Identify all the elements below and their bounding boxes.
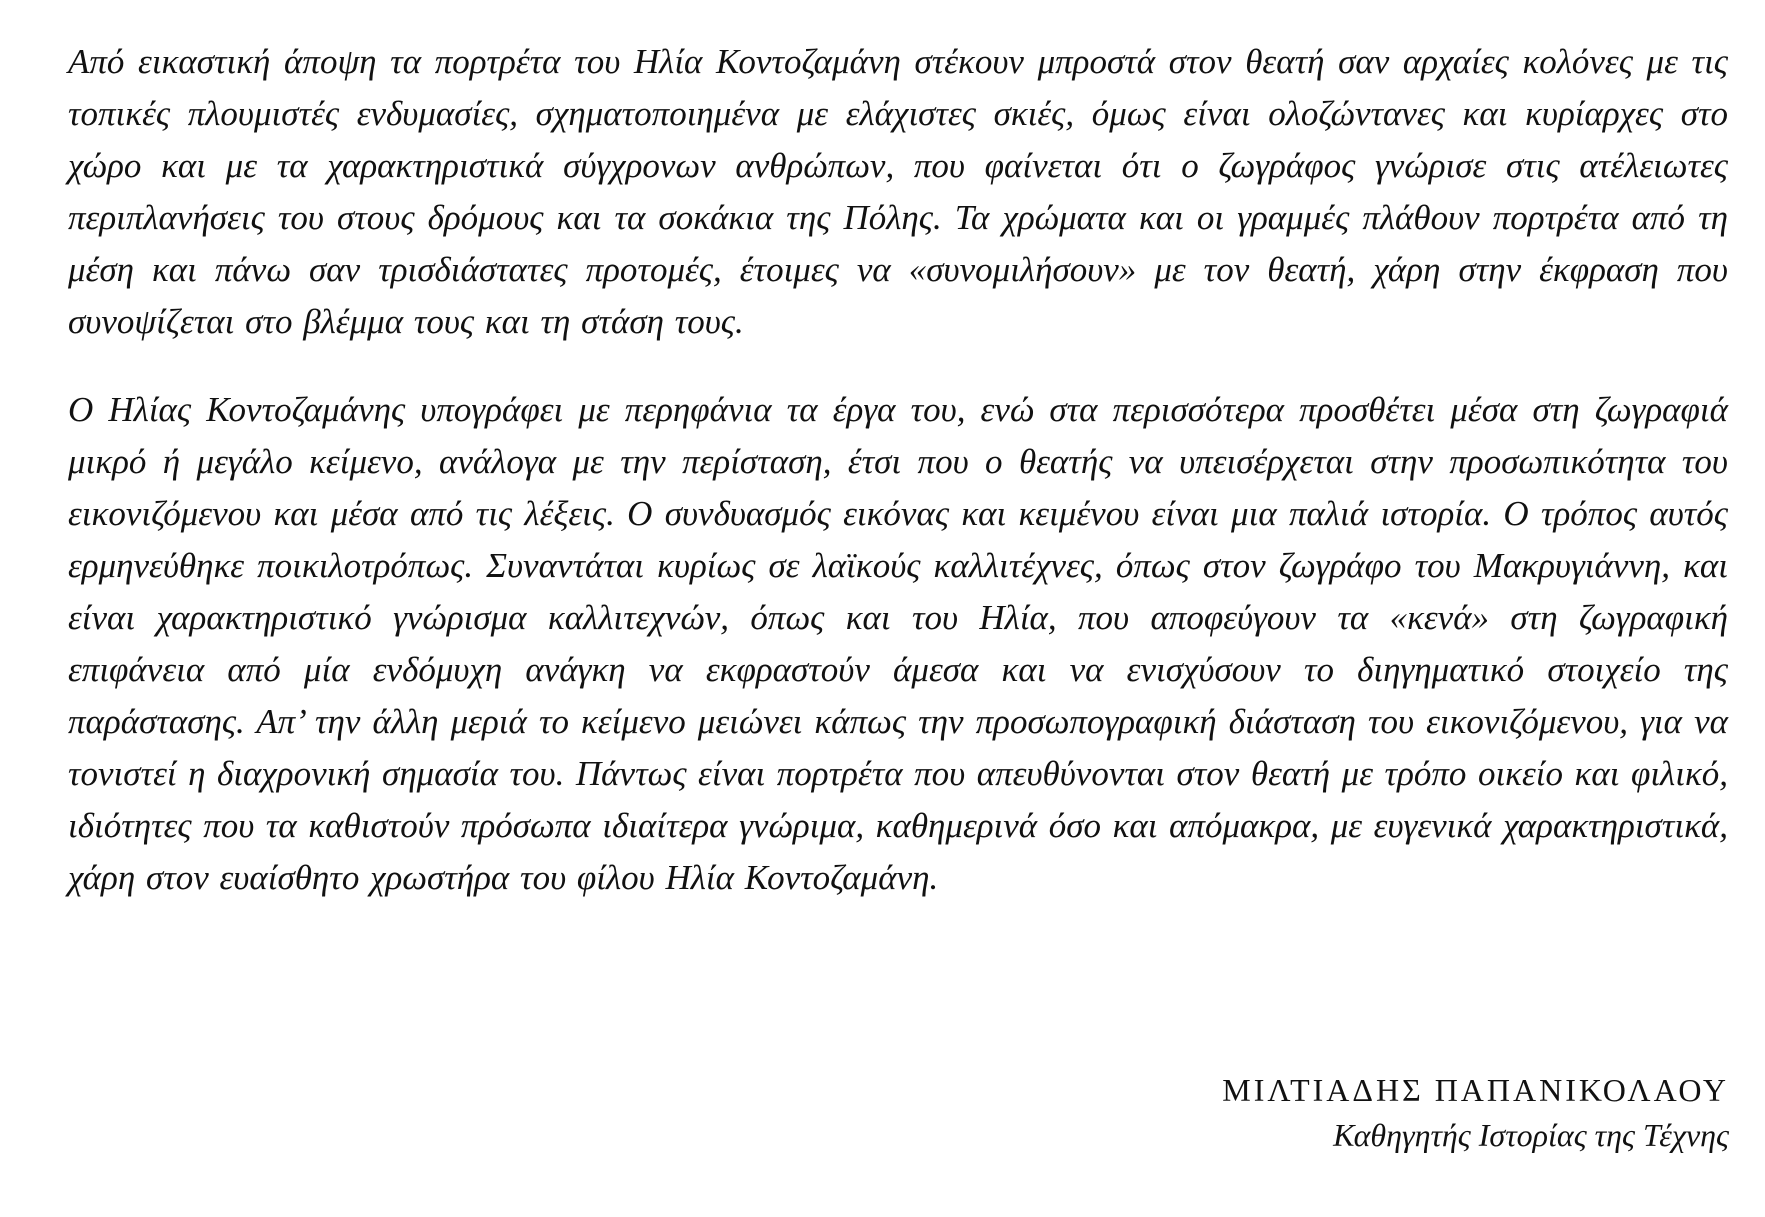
paragraph-portraits-description: Από εικαστική άποψη τα πορτρέτα του Ηλία Κοντοζαμάνη στέκουν μπροστά στον θεατή σαν αρχαίες κολόνες με τις τοπικές πλουμιστές ενδυμασίες, σχηματοποιημένα με ελάχιστες σκιές, όμως είναι ολοζώντανες και κυρίαρχες στο χώρο και με τα χαρακτηριστικά σύγχρονων ανθρώπων, που φαίνεται ότι ο ζωγράφος γνώρισε στις ατέλειωτες περιπλανήσεις του στους δρόμους και τα σοκάκια της Πόλης. Τα χρώματα και οι γραμμές πλάθουν πορτρέτα από τη μέση και πάνω σαν τρισδιάστατες προτομές, έτοιμες να «συνομιλήσουν» με τον θεατή, χάρη στην έκφραση που συνοψίζεται στο βλέμμα τους και τη στάση τους. (68, 42, 1728, 341)
author-name: ΜΙΛΤΙΑΔΗΣ ΠΑΠΑΝΙΚΟΛΑΟΥ (1222, 1072, 1729, 1108)
author-title: Καθηγητής Ιστορίας της Τέχνης (1333, 1117, 1729, 1153)
essay-body (68, 36, 1728, 904)
paragraph-text-and-image: Ο Ηλίας Κοντοζαμάνης υπογράφει με περηφάνια τα έργα του, ενώ στα περισσότερα προσθέτει μέσα στη ζωγραφιά μικρό ή μεγάλο κείμενο, ανάλογα με την περίσταση, έτσι που ο θεατής να υπεισέρχεται στην προσωπικότητα του εικονιζόμενου και μέσα από τις λέξεις. Ο συνδυασμός εικόνας και κειμένου είναι μια παλιά ιστορία. Ο τρόπος αυτός ερμηνεύθηκε ποικιλοτρόπως. Συναντάται κυρίως σε λαϊκούς καλλιτέχνες, όπως στον ζωγράφο του Μακρυγιάννη, και είναι χαρακτηριστικό γνώρισμα καλλιτεχνών, όπως και του Ηλία, που αποφεύγουν τα «κενά» στη ζωγραφική επιφάνεια από μία ενδόμυχη ανάγκη να εκφραστούν άμεσα και να ενισχύσουν το διηγηματικό στοιχείο της παράστασης. Απ’ την άλλη μεριά το κείμενο μειώνει κάπως την προσωπογραφική διάσταση του εικονιζόμενου, για να τονιστεί η διαχρονική σημασία του. Πάντως είναι πορτρέτα που απευθύνονται στον θεατή με τρόπο οικείο και φιλικό, ιδιότητες που τα καθιστούν πρόσωπα ιδιαίτερα γνώριμα, καθημερινά όσο και απόμακρα, με ευγενικά χαρακτηριστικά, χάρη στον ευαίσθητο χρωστήρα του φίλου Ηλία Κοντοζαμάνη. (68, 390, 1728, 897)
author-signature (1222, 1068, 1729, 1158)
